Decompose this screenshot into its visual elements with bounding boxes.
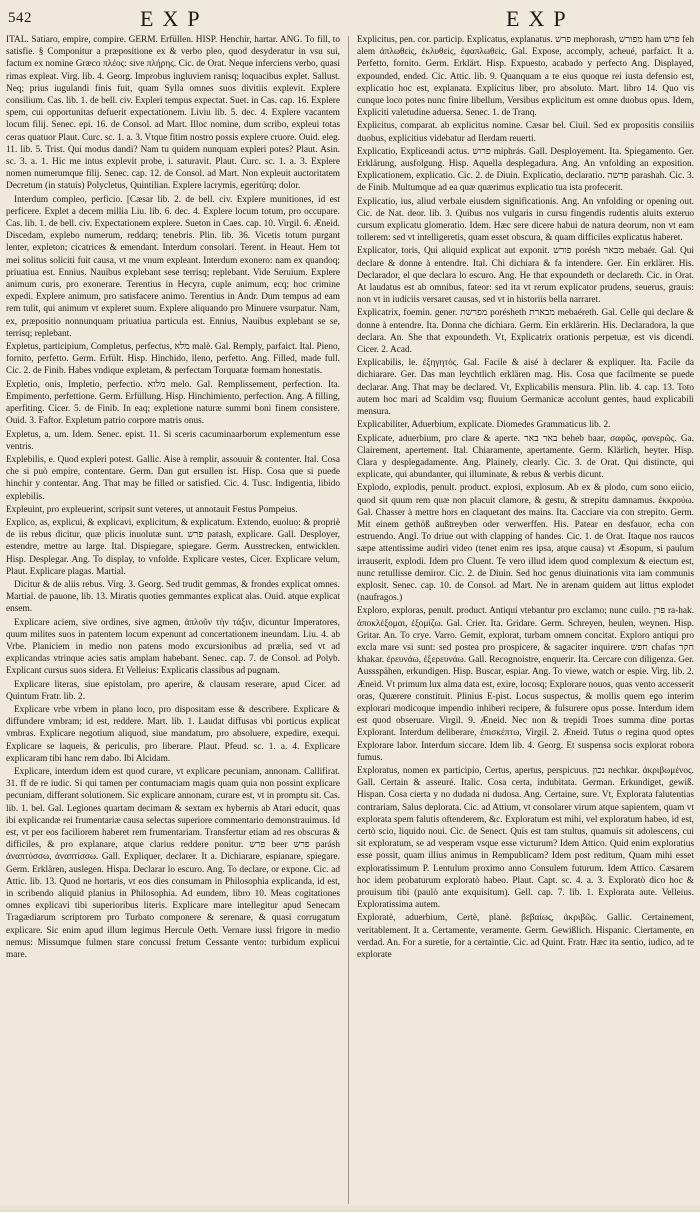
page-edge-shadow xyxy=(0,1204,700,1212)
entry-explicatrix: Explicatrix, foemin. gener. מפרשת porésheth מבארת mebaéreth. Gal. Celle qui declare & donne à entendre. Ita. Donna che dichiara. Germ. Ein erklärerin. His. Declaradora, la que declara. An. She that expoundeth. Vt, Explicatrix orationis perpetuæ, est vis dicendi. Cicer. 2. Acad. xyxy=(357,308,694,356)
column-divider xyxy=(348,36,349,1204)
running-head-left: EXP xyxy=(140,6,209,31)
entry-explementum: Expletus, a, um. Idem. Senec. epist. 11. Si sceris cacuminaarborum explementum esse ventris. xyxy=(6,429,340,452)
entry-explere-continuation: ITAL. Satiaro, empire, compire. GERM. Erfüllen. HISP. Henchir, hartar. ANG. To fill, to satisfie. § Componitur a præpositione ex & verbo pleo, quod desyderatur in vsu sui, factum ex nomine Græco πλέος: sive πλήρης. Cic. de Orat. Neque inferciens verbo, quasi rimas expleat. Virg. lib. 4. Georg. Improbus ingluviem ranisq; loquacibus explet. Sallust. Neq; prius iugulandi finis fuit, quam Sylla omnes suos divitiis explevit. Explere consilium. Cas. lib. 1. de bell. civ. Expleri tempus expectat. Suet. in Cas. cap. 16. Explere spem, cui opportunitas defuerit expectationem. Liviu lib. 5. dec. 4. Explere vacantem locum filij. Senec. epi. 16. de Consol. ad Mart. Illoc nomine, dum scribo, expleui totas ceras quatuor Plaut. Curc. sc. 1. a. 3. Vtque fitim nostro possis explere cruore. Ouid. eleg. 11. lib. 5. Trist. Qui modus dandi? Nam tu quidem nunquam expleri potes? Plaut. Asin. sc. 3. a. 1. Hic me intus explevit probe, i. saturavit. Plaut. Curc. sc. 1. a. 3. Explere nomen numerumque filij. Senec. cap. 12. de Consol. ad Mart. Non expleuit auctoritatem Decretum (in statuis) Polycletus, Quintilian. Explere lacrymis, egeritürq; dolor. xyxy=(6,35,340,192)
entry-explicatio: Explicatio, Expliceandi actus. פרוש miphrás. Gall. Desployement. Ita. Spiegamento. Ger. Erklärung, ausfolgung. Hisp. Aquella desplegadura. Ang. An vnfolding an exposition. Explicationem, explicatio. Cic. 2. de Diuin. Explicatio, declaratio. פרשה parashah. Cic. 3. de Finib. Multumque ad ea quæ quærimus explicatio tua ista profecerit. xyxy=(357,146,694,194)
entry-explicabilis: Explicabilis, le. ἐξηγητὸς. Gal. Facile & aisé à declarer & expliquer. Ita. Facile da dichiarare. Ger. Das man leychtlich erklären mag. His. Cosa que facilmente se puede declarar. Ang. That may be declared. Vt, Explicabilis mensura. Plin. lib. 4. cap. 13. Toto autem hoc mari ad Scaldim vsq; fluuium Germanicæ accolunt gentes, haud explicabili mensura. xyxy=(357,358,694,418)
running-head-right: EXP xyxy=(506,6,575,31)
entry-expletio: Expletio, onis, Impletio, perfectio. מלוא melo. Gal. Remplissement, perfection. Ita. Empimento, perfettione. Germ. Erfüllung. Hisp. Hinchimiento, perfection. Ang. A filling, aperfiting. Cicer. 5. de Finib. In eaq; expletione naturæ summi boni finem consistere. Ouid. 3. Faftor. Expletum patrio corpore matris onus. xyxy=(6,379,340,427)
entry-explodo: Explodo, explodis, penult. product. explosi, explosum. Ab ex & plodo, cum sono eiicio, quod sit quum rem quæ non placuit clamore, & gestu, & strepitu damnamus. ἐκκρούω. Gal. Chasser à mettre hors en claquetant des mains. Ita. Cacciare via con strepito. Germ. Mit einem gethöß außtreyben oder verwerffen. His. Patear en desfauor, echa con estruendo. Angl. To driue out with clapping of handes. Cic. 1. de Orat. Itaque nos raucos sæpe attentissime audiri video (tenet enim res ipsa, atque causa) vt Æsopum, si paulum irrauserit, explodi. Idem pro Cluent. Te vero illud idem quod complexum & eiectum est, nunc retullisse demiror. Cic. 2. de Diuin. Sed hoc genus diuinationis vita iam communis explosit. Senec. cap. 10. de Consol. ad Mart. Ne in arenam quidem aut littus explodet (naufragos.) xyxy=(357,483,694,604)
entry-explicabiliter: Explicabiliter, Aduerbium, explicate. Diomedes Grammaticus lib. 2. xyxy=(357,420,611,431)
entry-explorate: Exploratè, aduerbium, Certè, planè. βεβαίως, ἀκριβῶς. Gallic. Certainement, veritablement. It a. Certamente, veramente. Germ. Gewißlich. Hispanic. Ciertamente, en verdad. An. For a suretie, for a certaintie. Cic. ad Quint. Fratr. Hæc ita sentio, iudico, ad te explorate xyxy=(357,913,694,961)
entry-explicitus: Explicitus, pen. cor. particip. Explicatus, explanatus. פרש mephorash, מפורש ham פרש feh alem ἀπλωθεὶς, ἐκλυθεὶς, ἐφαπλωθεὶς. Gal. Expose, accomply, acheué, parfaict. It a. Perfetto, fornito. Germ. Erklärt. Hisp. Expuesto, acabado y perfecto Ang. Displayed, expounded, ended. Cic. Attic. lib. 9. Quanquam a te eius quoque rei iusta defensio est, explicatio hoc est, explanata. Explicitus liber, pro absoluto. Mart. libro 14. Quo vis cunque loco potes nunc finire libellum, Versibus explicitum est omne duobus opus. Idem, Expliciti valetudine aduersa. Senec. 1. de Tranq. xyxy=(357,35,694,119)
entry-exploro: Exploro, exploras, penult. product. Antiqui vtebantur pro exclamo; nunc cuilo. פרן ra-hak. ἀποκλέξομαι, ἐξομίζω. Gal. Crier. Ita. Gridare. Germ. Schreyen, heulen, weynen. Hisp. Gritar. An. To crye. Varro. Gemit, explorat, turbam omnem concitat. Exploro antiqui pro excla mare vsi sunt: sed postea pro prospicere, & sagaciter inquirere. חפש chafas חקר khakar. ἐρευνάω, ἐξερευνάω. Gall. Recognoistre, enquerir. Ita. Cercare con diligenza. Ger. Aussspähen, erkundigen. Hisp. Buscar, espiar. Ang. To viewe, watch or espie. Virg. lib. 2. Æneid. Vt primum lux alma data est, exire, locosq; Explorare nouos, quas vento accesserit oras, Quærere constituit. Plinius E-pist. Locus suspectus, & mollis quem ego interim explorari modicoque impendio inhiberi recipere, & fulsurere opus posse. Interdum idem est quod obseruare. Virgil. 9. Æneid. Nec non & trepidi Troes summa dine portas Explorant. Interdum deliberare, ἐπισκέπτω, Virgil. 2. Æneid. Tutus o regina quod optes Explorare labor. Interdum siccare. Idem lib. 4. Georg. Et suspensa socis explorat robora fumus. xyxy=(357,606,694,763)
entry-explicitius: Explicitus, comparat. ab explicitus nomine. Cæsar bel. Ciuil. Sed ex propositis consiliis duobus, explicitius videbatur ad Ilerdam reuerti. xyxy=(357,121,694,144)
entry-explico-dicitur: Dicitur & de aliis rebus. Virg. 3. Georg. Sed trudit gemmas, & frondes explicat omnes. Martial. de pauone, lib. 13. Miratis quoties gemmantes explicat alas. Ouid. atque explicat ensem. xyxy=(6,579,340,615)
entry-exploratus: Exploratus, nomen ex participio, Certus, apertus, perspicuus. נכון nechkar. ἀκριβωμένος. Gall. Certain & asseuré. Italic. Cosa certa, indubitata. German. Erkundiget, gewiß. Hispan. Cosa cierta y no dudada ni dudosa. Ang. Certaine, sure. Vt, Explorata falutentias contrariam, Salus deplorata. Cic. ad Attium, vt consolarer virum atque sapientem, quam vt explorata spem falutis oftenderem, &c. Exploratum est mihi, vel exploratum habeo, id est, certò scio, liquido noui. Cic. de Senect. Quis est tam stultus, quamuis sit adolescens, cui sit exploratum, se ad vesperam vsque esse victurum? Idem Attico. Quid enim exploratius esse possit, quam illius animus in Rempublicam? Idem post reditum, Quam mihi esset exploratissimum P. Lentulum proximo anno Consulem futurum. Idem Attico. Cæsarem hoc idem probaturum exploratò habeo. Plaut. Capt. sc. 4. a. 3. Exploratò dico hoc & prouisum tibi (paulò ante exquisitum). Gell. cap. 7. lib. 1. Explorata aute. Velleius. Exploratissima autem. xyxy=(357,765,694,911)
right-column xyxy=(357,34,694,1204)
entry-explebilis: Explebilis, e. Quod expleri potest. Gallic. Aise à remplir, assouuir & contenter. Ital. Cosa che si può empire, contentare. Germ. Dan gut ersullen ist. Hisp. Cosa que si puede hinchir y contentar. Ang. That may be filled or satisfied. Cic. 4. Tusc. Indigentia, libido explebilis. xyxy=(6,454,340,502)
entry-explicare-aciem: Explicare aciem, sive ordines, sive agmen, ἀπλοῦν τὴν τάξιν, dicuntur Imperatores, quum milites suos in patentem locum expenunt ad concertationem ineundam. Liu. 4. ab Vrbe. Planiciem in medio non patens modo excursionibus ad prælia, sed vt ad explicandas vtrinque acies satis amplam habebant. Senec. cap. 7. de Consol. ad Polyb. Explicant cursus suos sidera. Et Velleius: Explicatis classibus ad pugnam. xyxy=(6,617,340,677)
entry-expletus: Expletus, participium, Completus, perfectus, מלא malè. Gal. Remply, parfaict. Ital. Pieno, fornito, perfetto. Germ. Erfült. Hisp. Hinchido, lleno, perfetto. Ang. Filled, made full. Cic. 2. de Finib. Habes vndique expletam, & perfectam Torquatæ formam honestatis. xyxy=(6,342,340,377)
entry-explicatus: Explicatio, ius, aliud verbale eiusdem significationis. Ang. An vnfolding or opening out. Cic. de Nat. deor. lib. 3. Quibus nos vulgaris in cursu fingendis rudentis aluits exteruo cursum explicatu glomeratio. Idem. Hæc sere dicere habui de natura deorum, non vt eam tollerem: sed vt intelligeretis, quam esset obscura, & quam difficiles explicatus haberet. xyxy=(357,196,694,244)
page-number: 542 xyxy=(8,10,32,26)
entry-expleuint: Expleuint, pro expleuerint, scripsit sunt veteres, ut annotauit Festus Pompeius. xyxy=(6,504,298,515)
entry-explicate: Explicate, aduerbium, pro clare & aperte. באר באר beheb baar, σαφῶς, φανερῶς. Ga. Clairement, apertement. Ital. Chiaramente, apertamente. Germ. Klärlich, heyter. Hisp. Clara y desplegadamente. Ang. Plainely, clearly. Cic. 3. de Orat. Qui distincte, qui explicate, qui abundanter, qui illuminate, & rebus & verbis dicunt. xyxy=(357,433,694,481)
entry-explicare-vrbem: Explicare vrbe vrbem in plano loco, pro dispositam esse & describere. Explicare & diffundere vmbram; id est, reddere. Mart. lib. 1. Laudat diffusas vbi porticus explicat vmbras. Explicare negotium aliquod, siue mandatum, pro absoluere, expedire, exequi. Explicare se laqueis, & periculis, pro liberare. Plaut. Pfeud. sc. 1. a. 4. Explicare explicaram tibi hanc rem dabo. Ibi Alcidam. xyxy=(6,704,340,764)
entry-explicare-pecuniam: Explicare, interdum idem est quod curare, vt explicare pecuniam, annonam. Callifirat. 31. ff de re iudic. Si qui tamen per contumaciam magis quam quia non possint explicare pecuniam, differant solutionem. Sic explicare annonam, curare est, vt in promptu sit. Cas. lib. 1. bel. Gal. Legiones quartam decimam & sextam ex hybernis ab Atari educit, quas ibi explicandæ rei frumentariæ causa selectas superiore commentario demonstrauimus. Id est, vt per eos faciliorem haberet rem frumentariam. Transfertur etiam ad res obscuras & difficiles, & pro explanare, atque clarius reddere ponitur. פרש beer פרש parásh ἀναπτύσσω, ἀναπτίσσω. Gall. Expliquer, declarer. It a. Dichiarare, espianare, spiegare. Germ. Erklären, auslegen. Hispa. Declarar lo escuro. Ang. To declare, or expone. Cic. ad Attic. lib. 13. Quod ne hortaris, vt eos dies consumam in Philosophia explicanda, id est, in scribendo aliquid planius in Philosophia. Ad eundem, libro 10. Meas cogitationes omnes explicavi tibi superioribus literis. Explicare mare intellegitur apud Senecam Tragædiarum scriptorem pro Turbato componere & serenare, & quasi corrugatum explicare. Sic enim apud illum legimus Hercule Oeth. Vernare iussi frigore in medio nemus: Missumque fulmen stare concussi fretum Cessante vento: turbidum explicui mare. xyxy=(6,766,340,961)
left-column xyxy=(6,34,340,1204)
entry-explere-compleo: Interdum compleo, perficio. [Cæsar lib. 2. de bell. civ. Explere munitiones, id est perficere. Explet a decem millia Liu. lib. 6. dec. 4. Explere locum totum, pro occupare. Cas. lib. 1. de bell. civ. Expectationem explere. Sueton in Caes. cap. 10. Virgil. 6. Æneid. Discedam, explebo numerum, reddarq; tenebris. Plin. lib. 36. Vicetis totum purgant lenter, expleton; cicatrices & emendant. Interdum consolari. Terent. in Heaut. Hem tot mei solitus soliciti fuit causa, vt me vnum expleant. Interdum exonero: nam ex quandoq; priuatiua est. Ennius. Nauibus explebant sese terrisq; replebant. Vide Seruium. Explere animum curis, pro exonerare. Terentius in Hecyra, cuple animum, ecq; hoc crimine expedi. Explere animum, pro satisfacere animo. Terentius in Andr. Dum tempus ad eam rem tulit, qui animum vt expleret suum. Explere aliquando pro Minuere vsurpatur. Nam, ex, præpositio nonnunquam priuatiua particula est. Ennius, Nauibus explebant se se, terrisq; replebant. xyxy=(6,194,340,339)
entry-explico: Explico, as, explicui, & explicavi, explicitum, & explicatum. Extendo, euoluo: & propriè de iis rebus dicitur, quæ plicis inuolutæ sunt. פרש patash, explicare. Gall. Desployer, estendre, mettre au large. Ital. Dispiegare, spiegare. Germ. Ausstrecken, entwicklen. Hisp. Desplegar. Ang. To display, to vnfolde. Explicare vestes, Cicer. Explicare velum, Plaut. Explicare plagas. Martial. xyxy=(6,517,340,577)
entry-explicator: Explicator, toris, Qui aliquid explicat aut exponit. פורש porésh מבאר mebaér. Gal. Qui declare & donne à entendre. Ital. Chi dichiara & fa intendere. Ger. Ein erklärer. His. Declarador, el que declara lo escuro. Ang. He that expoundeth or declareth. Cic. in Orat. At laudatus est ab omnibus, fateor: sed ita vt rerum explicator prudens, seuerus, grauis: non vt in iudiciis versaret causas, sed vt in historiis bella narraret. xyxy=(357,246,694,306)
entry-explicare-literas: Explicare literas, siue epistolam, pro aperire, & clausam reserare, apud Cicer. ad Quintum Fratr. lib. 2. xyxy=(6,679,340,702)
